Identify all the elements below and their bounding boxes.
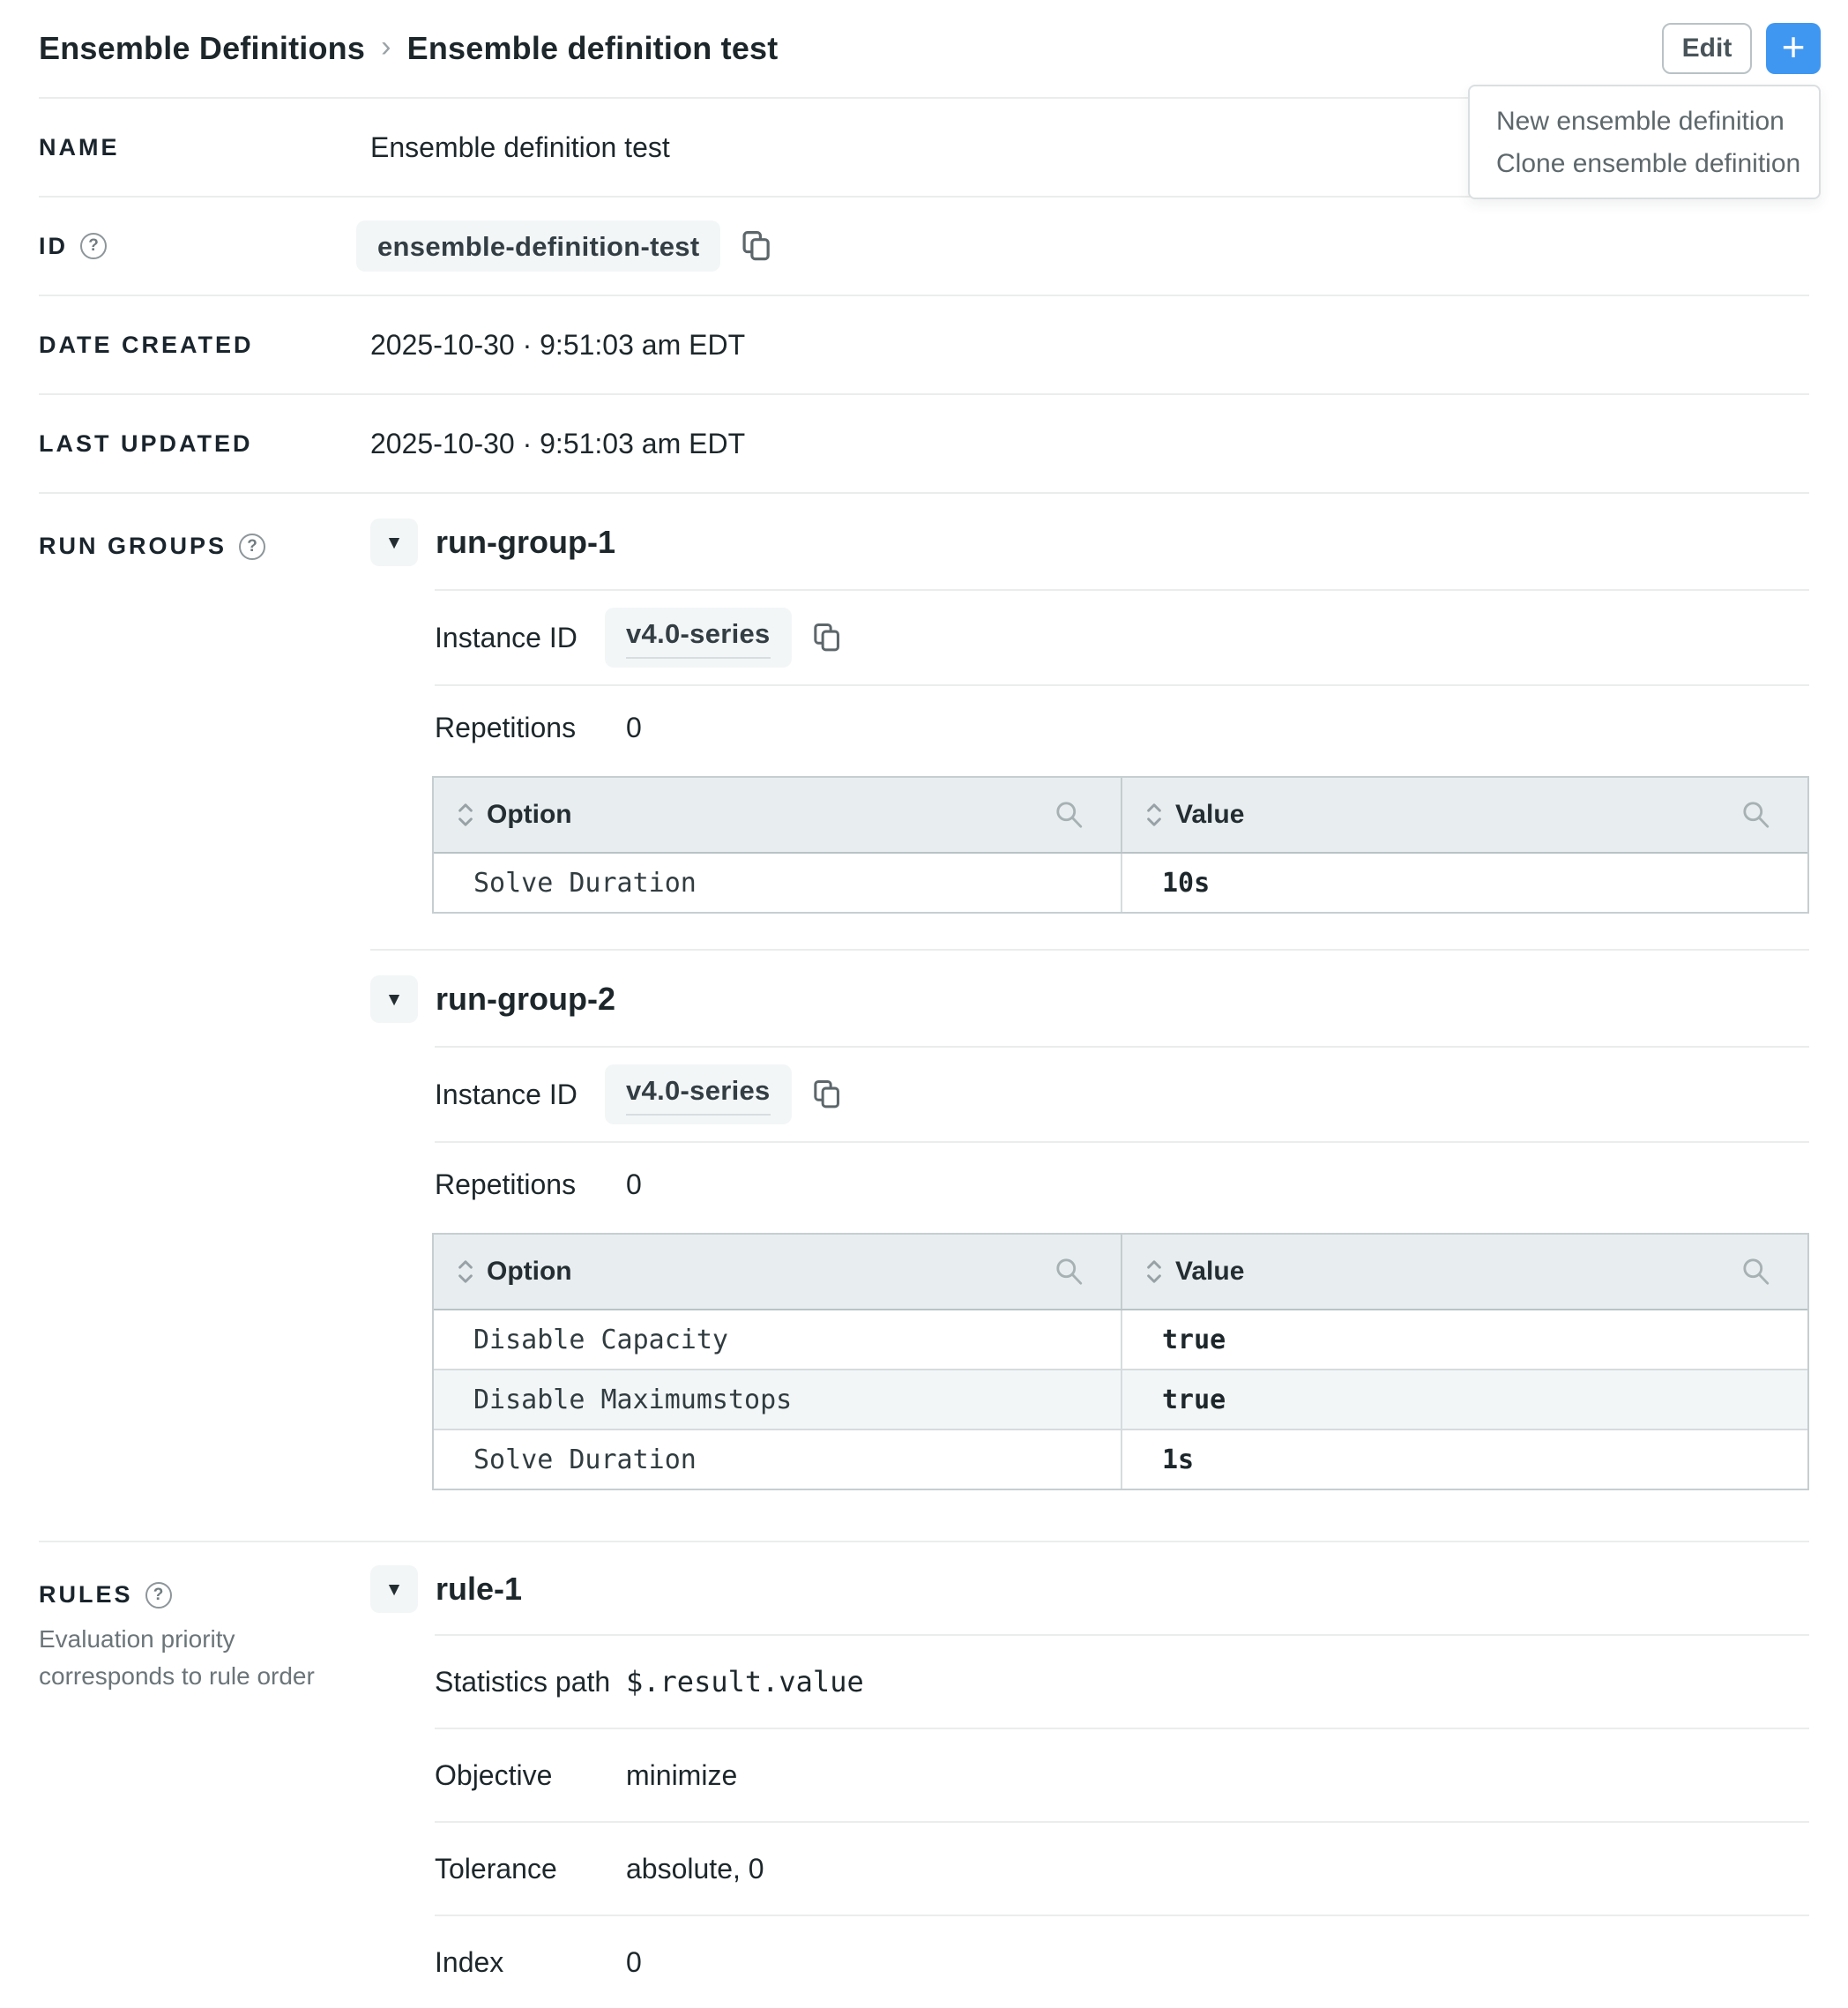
repetitions-value: 0 [626,711,642,743]
value-column-header [1121,778,1807,852]
tolerance-label: Tolerance [435,1852,557,1885]
triangle-down-icon: ▼ [384,1579,404,1600]
id-label [39,233,370,260]
search-icon[interactable] [1740,1256,1772,1288]
table-row [434,1429,1807,1489]
objective-label: Objective [435,1758,553,1791]
add-button[interactable] [1766,23,1821,74]
option-cell: Solve Duration [473,1444,697,1475]
rule-1 [370,1542,1809,2008]
rule-1-header [370,1542,1809,1634]
id-row [39,196,1809,295]
edit-button[interactable]: Edit [1662,23,1752,74]
run-group-2-header [370,951,1809,1046]
instance-id-value: v4.0-series [626,1075,771,1116]
index-value: 0 [626,1945,642,1978]
value-cell: true [1121,1310,1807,1369]
copy-icon [811,622,843,653]
run-group-1 [370,494,1809,914]
search-icon[interactable] [1054,1256,1085,1288]
option-cell: Solve Duration [473,867,697,899]
sort-icon[interactable] [457,1258,474,1286]
breadcrumb [39,30,778,67]
breadcrumb-parent-link[interactable]: Ensemble Definitions [39,30,366,66]
options-table [432,776,1809,914]
run-group-2-name: run-group-2 [436,981,615,1017]
repetitions-label: Repetitions [435,1168,577,1200]
plus-icon: + [1781,24,1806,70]
sort-icon[interactable] [1145,801,1163,829]
options-table [432,1233,1809,1490]
statistics-path-value: $.result.value [626,1665,864,1698]
header-actions [1496,23,1821,178]
id-help-icon[interactable]: ? [80,233,107,259]
id-label-text: ID [39,232,68,259]
instance-id-value: v4.0-series [626,618,771,659]
copy-icon [811,1079,843,1110]
value-column-title: Value [1175,800,1245,829]
menu-item-clone-ensemble-definition[interactable]: Clone ensemble definition [1496,149,1801,178]
instance-id-row [435,589,1809,684]
option-column-title: Option [487,800,572,829]
add-dropdown-menu [1468,85,1821,199]
name-value: Ensemble definition test [370,131,670,163]
run-group-1-name: run-group-1 [436,524,615,560]
rules-note: Evaluation priority corresponds to rule order [39,1625,315,1690]
index-label: Index [435,1945,504,1978]
instance-id-copy-button[interactable] [811,622,843,653]
run-groups-label [39,533,370,560]
option-column-header [434,778,1121,852]
date-created-label: DATE CREATED [39,331,254,358]
instance-id-copy-button[interactable] [811,1079,843,1110]
last-updated-label: LAST UPDATED [39,429,253,457]
tolerance-value: absolute, 0 [626,1852,764,1885]
value-cell: true [1121,1370,1807,1429]
index-row [435,1915,1809,2008]
option-cell: Disable Capacity [473,1324,728,1355]
search-icon[interactable] [1054,799,1085,831]
table-row [434,1310,1807,1369]
rule-1-name: rule-1 [436,1571,523,1607]
value-column-title: Value [1175,1257,1245,1286]
rules-section [39,1541,1809,2008]
date-created-value: 2025-10-30 · 9:51:03 am EDT [370,328,746,361]
last-updated-value: 2025-10-30 · 9:51:03 am EDT [370,427,746,459]
triangle-down-icon: ▼ [384,532,404,553]
menu-item-new-ensemble-definition[interactable]: New ensemble definition [1496,107,1785,136]
run-groups-help-icon[interactable]: ? [239,534,265,560]
page-title: Ensemble definition test [406,30,779,66]
instance-id-label: Instance ID [435,621,578,653]
instance-id-chip [605,608,792,668]
value-column-header [1121,1235,1807,1309]
objective-row [435,1728,1809,1821]
rules-label [39,1581,370,1609]
instance-id-chip [605,1064,792,1124]
last-updated-row [39,393,1809,492]
date-created-row [39,295,1809,393]
run-groups-label-text: RUN GROUPS [39,533,227,559]
table-row [434,1369,1807,1429]
repetitions-label: Repetitions [435,711,577,743]
run-group-1-header [370,494,1809,589]
id-copy-button[interactable] [740,229,773,263]
repetitions-row [435,684,1809,769]
run-group-1-collapse-button[interactable] [370,519,418,566]
sort-icon[interactable] [457,801,474,829]
rules-help-icon[interactable]: ? [145,1582,172,1609]
instance-id-row [435,1046,1809,1141]
repetitions-value: 0 [626,1168,642,1200]
option-column-header [434,1235,1121,1309]
instance-id-label: Instance ID [435,1078,578,1110]
rules-label-text: RULES [39,1581,133,1608]
run-group-2 [370,949,1809,1490]
id-value: ensemble-definition-test [377,231,700,262]
objective-value: minimize [626,1758,738,1791]
value-cell: 10s [1121,854,1807,912]
search-icon[interactable] [1740,799,1772,831]
rule-1-collapse-button[interactable] [370,1565,418,1613]
statistics-path-label: Statistics path [435,1665,611,1698]
option-cell: Disable Maximumstops [473,1384,793,1415]
sort-icon[interactable] [1145,1258,1163,1286]
run-groups-section [39,492,1809,1541]
statistics-path-row [435,1634,1809,1728]
repetitions-row [435,1141,1809,1226]
id-chip [356,220,720,272]
run-group-2-collapse-button[interactable] [370,975,418,1023]
copy-icon [740,229,773,263]
breadcrumb-chevron-icon: › [381,29,391,63]
name-label: NAME [39,133,120,160]
option-column-title: Option [487,1257,572,1286]
tolerance-row [435,1821,1809,1915]
table-row [434,854,1807,912]
value-cell: 1s [1121,1430,1807,1489]
triangle-down-icon: ▼ [384,989,404,1010]
